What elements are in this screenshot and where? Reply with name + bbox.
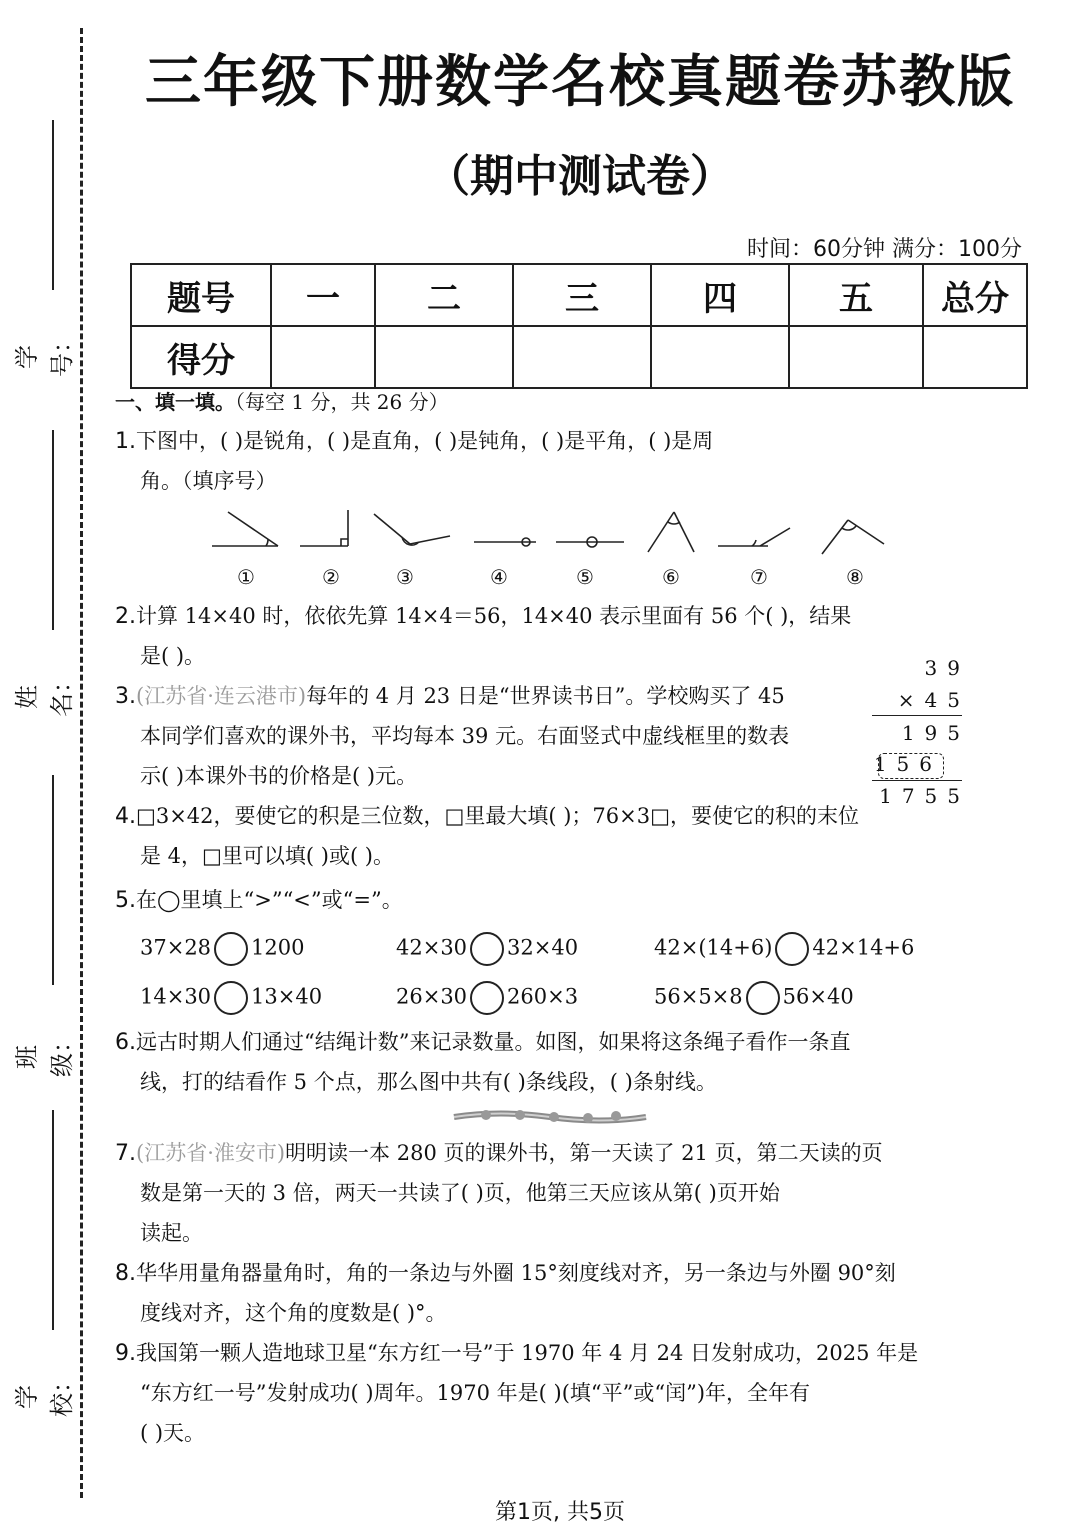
page-subtitle: （期中测试卷） (426, 151, 734, 202)
question-9 (115, 1333, 918, 1374)
angle-8-figure (822, 520, 884, 554)
score-header-cell: 五 (789, 264, 923, 326)
answer-circle[interactable] (775, 932, 809, 966)
question-text: 在◯里填上“>”“<”或“=”。 (136, 888, 403, 912)
score-header-cell: 总分 (923, 264, 1027, 326)
question-text: □3×42，要使它的积是三位数，□里最大填( )；76×3□，要使它的积的末位 (136, 804, 859, 828)
question-number: 7. (115, 1141, 136, 1166)
angle-3-figure (374, 514, 450, 545)
question-text: 计算 14×40 时，依依先算 14×4＝56，14×40 表示里面有 56 个( )，结果 (136, 604, 852, 628)
question-number: 2. (115, 604, 136, 629)
question-3 (115, 676, 785, 717)
question-9-cont: “东方红一号”发射成功( )周年。1970 年是( )(填“平”或“闰”)年，全年有 (140, 1381, 811, 1405)
compare-item: 42×(14+6) 42×14+6 (654, 932, 914, 966)
vertical-calc-rule (872, 715, 962, 716)
binding-dashed-line (80, 28, 83, 1498)
class-label: 班级： (13, 1029, 76, 1077)
school-label: 学校： (13, 1369, 76, 1417)
compare-item: 56×5×8 56×40 (654, 981, 854, 1015)
score-header-cell: 三 (513, 264, 651, 326)
page-title: 三年级下册数学名校真题卷苏教版 (145, 50, 1015, 115)
score-header-row (131, 264, 1027, 326)
question-text: 下图中，( )是锐角，( )是直角，( )是钝角，( )是平角，( )是周 (136, 429, 714, 453)
question-5 (115, 880, 403, 921)
knotted-rope-figure (450, 1104, 650, 1130)
angle-figures (200, 500, 900, 560)
compare-item: 14×30 13×40 (140, 981, 322, 1015)
section-title: 一、填一填。 (115, 390, 235, 414)
angle-5-figure (556, 537, 624, 547)
compare-item: 37×28 1200 (140, 932, 305, 966)
student-number-label: 学号： (13, 329, 76, 377)
score-header-cell: 题号 (131, 264, 271, 326)
question-3-cont: 本同学们喜欢的课外书，平均每本 39 元。右面竖式中虚线框里的数表 (140, 724, 790, 748)
vertical-calc-rule (872, 780, 962, 781)
score-header-cell: 四 (651, 264, 789, 326)
angle-label: ② (322, 565, 340, 589)
angle-label: ⑤ (576, 565, 594, 589)
angle-7-figure (718, 528, 790, 546)
score-row (131, 326, 1027, 388)
question-2 (115, 596, 851, 637)
question-7-cont: 读起。 (140, 1221, 203, 1245)
vertical-calc-row: 1755 (879, 784, 970, 808)
question-text: 华华用量角器量角时，角的一条边与外圈 15°刻度线对齐，另一条边与外圈 90°刻 (136, 1261, 896, 1285)
score-cell[interactable] (271, 326, 375, 388)
vertical-calc-row: ×45 (897, 688, 970, 712)
section-note: （每空 1 分，共 26 分） (235, 390, 449, 414)
question-number: 3. (115, 684, 136, 709)
angle-label: ⑧ (846, 565, 864, 589)
vertical-calc-row: 156 (873, 752, 942, 776)
vertical-calc-row: 195 (901, 721, 970, 745)
question-2-cont: 是( )。 (140, 644, 206, 668)
question-text: 远古时期人们通过“结绳计数”来记录数量。如图，如果将这条绳子看作一条直 (136, 1030, 851, 1054)
time-info: 时间：60分钟 满分：100分 (747, 237, 1022, 262)
question-8 (115, 1253, 896, 1294)
question-number: 8. (115, 1261, 136, 1286)
name-label: 姓名： (13, 669, 76, 717)
section-heading (115, 385, 449, 419)
score-row-label: 得分 (131, 326, 271, 388)
question-source: (江苏省·连云港市) (136, 684, 307, 708)
page-footer: 第1页, 共5页 (495, 1500, 625, 1525)
question-source: (江苏省·淮安市) (136, 1141, 286, 1165)
question-4 (115, 796, 859, 837)
question-1 (115, 421, 713, 462)
answer-circle[interactable] (470, 981, 504, 1015)
angle-label: ⑦ (750, 565, 768, 589)
question-4-cont: 是 4，□里可以填( )或( )。 (140, 844, 394, 868)
question-number: 6. (115, 1030, 136, 1055)
answer-circle[interactable] (746, 981, 780, 1015)
answer-circle[interactable] (214, 981, 248, 1015)
question-6-cont: 线，打的结看作 5 个点，那么图中共有( )条线段，( )条射线。 (140, 1070, 717, 1094)
score-cell[interactable] (789, 326, 923, 388)
question-9-cont: ( )天。 (140, 1421, 206, 1445)
score-table (130, 263, 1028, 389)
answer-circle[interactable] (470, 932, 504, 966)
question-7 (115, 1133, 883, 1174)
question-number: 1. (115, 429, 136, 454)
score-cell[interactable] (923, 326, 1027, 388)
score-cell[interactable] (375, 326, 513, 388)
class-line (52, 775, 54, 985)
question-number: 4. (115, 804, 136, 829)
score-cell[interactable] (513, 326, 651, 388)
angle-label: ④ (490, 565, 508, 589)
angle-label: ③ (396, 565, 414, 589)
name-line (52, 430, 54, 630)
score-header-cell: 一 (271, 264, 375, 326)
question-6 (115, 1022, 850, 1063)
vertical-calc-row: 39 (924, 656, 970, 680)
question-8-cont: 度线对齐，这个角的度数是( )°。 (140, 1301, 447, 1325)
score-header-cell: 二 (375, 264, 513, 326)
angle-2-figure (300, 510, 348, 546)
angle-1-figure (212, 512, 278, 546)
compare-item: 26×30 260×3 (396, 981, 578, 1015)
angle-label: ① (237, 565, 255, 589)
question-3-cont: 示( )本课外书的价格是( )元。 (140, 764, 418, 788)
question-text: 我国第一颗人造地球卫星“东方红一号”于 1970 年 4 月 24 日发射成功，2025 年是 (136, 1341, 919, 1365)
question-text: 每年的 4 月 23 日是“世界读书日”。学校购买了 45 (306, 684, 785, 708)
question-7-cont: 数是第一天的 3 倍，两天一共读了( )页，他第三天应该从第( )页开始 (140, 1181, 780, 1205)
score-cell[interactable] (651, 326, 789, 388)
question-number: 5. (115, 888, 136, 913)
question-1-cont: 角。（填序号） (140, 469, 277, 493)
question-number: 9. (115, 1341, 136, 1366)
angle-6-figure (648, 512, 694, 552)
question-text: 明明读一本 280 页的课外书，第一天读了 21 页，第二天读的页 (285, 1141, 883, 1165)
angle-label: ⑥ (662, 565, 680, 589)
school-line (52, 1110, 54, 1330)
angle-4-figure (474, 538, 536, 546)
answer-circle[interactable] (214, 932, 248, 966)
compare-item: 42×30 32×40 (396, 932, 578, 966)
